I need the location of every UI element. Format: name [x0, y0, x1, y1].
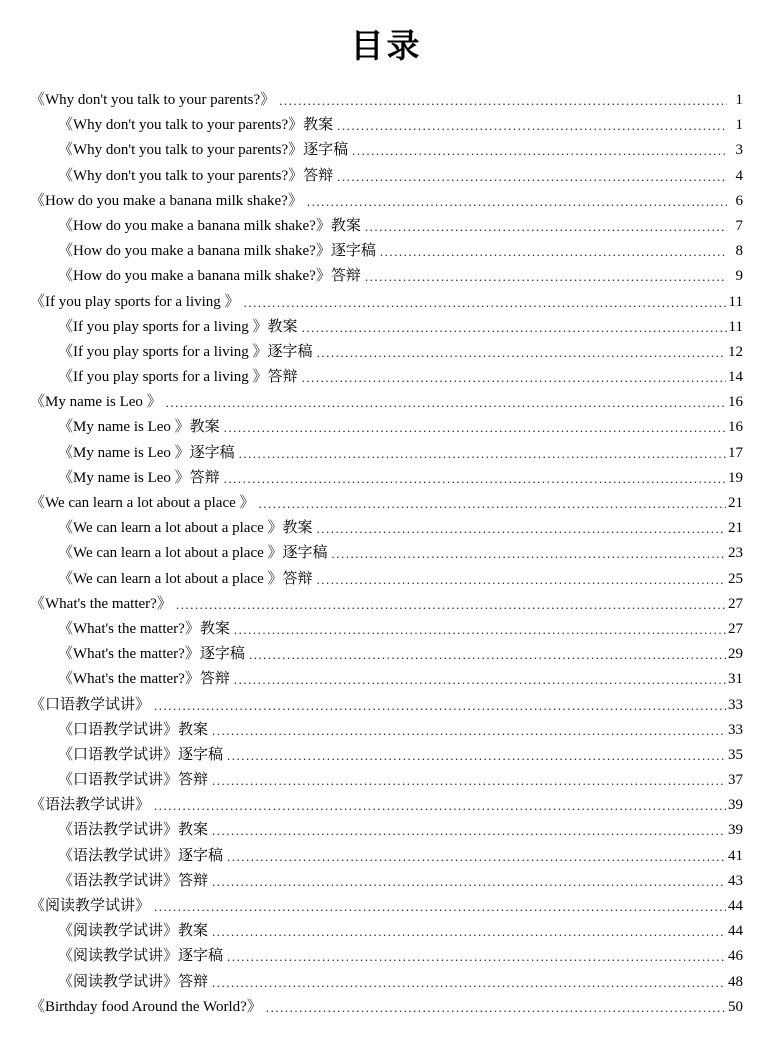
toc-dot-leader: [244, 290, 727, 315]
toc-page-number: 7: [735, 217, 743, 234]
toc-page-number: 21: [728, 495, 743, 511]
toc-dot-leader: [227, 743, 726, 768]
toc-page-number: 27: [728, 620, 743, 637]
toc-dot-leader: [302, 365, 726, 390]
toc-page-number: 31: [728, 671, 743, 688]
toc-page-number: 48: [728, 973, 743, 990]
toc-entry-label: 《Why don't you talk to your parents?》答辩: [58, 167, 334, 184]
toc-entry[interactable]: [30, 466, 743, 491]
toc-page-number: 29: [728, 646, 743, 663]
toc-dot-leader: [154, 894, 726, 919]
toc-entry-label: 《What's the matter?》逐字稿: [58, 646, 245, 663]
toc-entry-label: 《Why don't you talk to your parents?》逐字稿: [58, 142, 349, 159]
toc-entry-label: 《阅读教学试讲》教案: [58, 923, 209, 940]
toc-entry[interactable]: [30, 415, 743, 440]
toc-entry[interactable]: [30, 264, 743, 289]
toc-page-number: 4: [735, 167, 743, 184]
toc-entry-label: 《If you play sports for a living 》教案: [58, 318, 298, 335]
toc-entry[interactable]: [30, 768, 743, 793]
toc-entry-label: 《How do you make a banana milk shake?》答辩: [58, 268, 361, 285]
toc-entry[interactable]: [30, 592, 743, 617]
toc-entry[interactable]: [30, 491, 743, 516]
toc-entry-label: 《Why don't you talk to your parents?》: [30, 92, 276, 108]
toc-entry[interactable]: [30, 441, 743, 466]
toc-entry-label: 《口语教学试讲》答辩: [58, 772, 209, 789]
toc-page-number: 11: [728, 318, 743, 335]
toc-entry-label: 《口语教学试讲》: [30, 696, 151, 713]
toc-dot-leader: [234, 667, 726, 692]
toc-entry-label: 《My name is Leo 》教案: [58, 419, 220, 436]
toc-dot-leader: [365, 214, 727, 239]
toc-page-number: 33: [728, 721, 743, 738]
toc-entry[interactable]: [30, 970, 743, 995]
toc-entry-label: 《语法教学试讲》教案: [58, 822, 209, 839]
toc-dot-leader: [266, 995, 726, 1020]
toc-entry-label: 《阅读教学试讲》答辩: [58, 973, 209, 990]
toc-dot-leader: [212, 768, 726, 793]
toc-dot-leader: [212, 919, 726, 944]
toc-page-number: 16: [728, 394, 743, 411]
toc-entry-label: 《语法教学试讲》答辩: [58, 872, 209, 889]
toc-entry-label: 《We can learn a lot about a place 》答辩: [58, 570, 313, 587]
toc-entry-label: 《阅读教学试讲》: [30, 898, 151, 914]
toc-page-number: 35: [728, 746, 743, 763]
toc-entry-label: 《What's the matter?》答辩: [58, 671, 230, 688]
toc-dot-leader: [317, 567, 726, 592]
toc-page-number: 27: [728, 595, 743, 612]
toc-entry[interactable]: [30, 290, 743, 315]
toc-dot-leader: [239, 441, 726, 466]
toc-entry[interactable]: [30, 995, 743, 1020]
toc-page-number: 16: [728, 419, 743, 436]
toc-dot-leader: [317, 340, 726, 365]
toc-page-number: 25: [728, 570, 743, 587]
toc-entry[interactable]: [30, 919, 743, 944]
toc-entry[interactable]: [30, 667, 743, 692]
toc-dot-leader: [224, 466, 726, 491]
toc-entry[interactable]: [30, 844, 743, 869]
toc-page-number: 1: [735, 117, 743, 134]
toc-entry[interactable]: [30, 894, 743, 919]
toc-page-number: 21: [728, 520, 743, 537]
toc-entry[interactable]: [30, 818, 743, 843]
toc-page-number: 46: [728, 948, 743, 965]
toc-entry-label: 《How do you make a banana milk shake?》逐字稿: [58, 243, 376, 260]
toc-entry-label: 《Birthday food Around the World?》: [30, 998, 262, 1015]
toc-page-number: 3: [735, 142, 743, 159]
toc-page-number: 6: [735, 192, 743, 209]
toc-entry-label: 《语法教学试讲》逐字稿: [58, 847, 224, 864]
toc-entry-label: 《We can learn a lot about a place 》逐字稿: [58, 545, 328, 562]
toc-dot-leader: [352, 138, 727, 163]
toc-entry-label: 《If you play sports for a living 》: [30, 293, 240, 310]
toc-entry[interactable]: [30, 718, 743, 743]
toc-entry-label: 《My name is Leo 》答辩: [58, 469, 220, 486]
toc-entry-label: 《If you play sports for a living 》答辩: [58, 369, 298, 386]
toc-entry[interactable]: [30, 617, 743, 642]
toc-page-number: 39: [728, 822, 743, 839]
toc-dot-leader: [154, 793, 726, 818]
toc-entry[interactable]: [30, 113, 743, 138]
toc-page-number: 11: [728, 293, 743, 310]
toc-entry-label: 《My name is Leo 》: [30, 394, 162, 411]
toc-entry[interactable]: [30, 390, 743, 415]
toc-page-number: 23: [728, 545, 743, 562]
toc-entry-label: 《Why don't you talk to your parents?》教案: [58, 117, 334, 134]
toc-dot-leader: [176, 592, 726, 617]
toc-dot-leader: [332, 541, 726, 566]
toc-page-number: 39: [728, 797, 743, 814]
toc-entry-label: 《How do you make a banana milk shake?》教案: [58, 217, 361, 234]
toc-entry-label: 《We can learn a lot about a place 》: [30, 495, 255, 511]
toc-dot-leader: [365, 264, 727, 289]
toc-dot-leader: [380, 239, 727, 264]
toc-page-number: 14: [728, 369, 743, 386]
toc-list: [30, 88, 743, 1020]
toc-page-number: 17: [728, 444, 743, 461]
toc-page-number: 50: [728, 998, 743, 1015]
toc-page-number: 43: [728, 872, 743, 889]
toc-page-number: 37: [728, 772, 743, 789]
page-title: 目录: [350, 29, 423, 65]
toc-dot-leader: [224, 415, 726, 440]
toc-entry-label: 《What's the matter?》教案: [58, 620, 230, 637]
toc-entry[interactable]: [30, 340, 743, 365]
toc-entry[interactable]: [30, 693, 743, 718]
toc-entry[interactable]: [30, 541, 743, 566]
toc-entry-label: 《How do you make a banana milk shake?》: [30, 192, 303, 209]
toc-dot-leader: [279, 88, 727, 113]
toc-entry-label: 《We can learn a lot about a place 》教案: [58, 520, 313, 537]
toc-entry[interactable]: [30, 315, 743, 340]
toc-dot-leader: [249, 642, 726, 667]
toc-entry[interactable]: [30, 189, 743, 214]
toc-page-number: 1: [735, 92, 743, 108]
toc-entry-label: 《What's the matter?》: [30, 595, 172, 612]
toc-dot-leader: [337, 164, 727, 189]
toc-dot-leader: [259, 491, 726, 516]
toc-dot-leader: [212, 818, 726, 843]
toc-entry[interactable]: [30, 743, 743, 768]
toc-entry[interactable]: [30, 869, 743, 894]
toc-entry[interactable]: [30, 239, 743, 264]
toc-dot-leader: [154, 693, 726, 718]
toc-page-number: 41: [728, 847, 743, 864]
toc-page-number: 8: [735, 243, 743, 260]
toc-dot-leader: [227, 944, 726, 969]
toc-page-number: 44: [728, 898, 743, 914]
toc-page-number: 33: [728, 696, 743, 713]
toc-page-number: 44: [728, 923, 743, 940]
toc-dot-leader: [212, 970, 726, 995]
toc-dot-leader: [234, 617, 726, 642]
toc-entry[interactable]: [30, 138, 743, 163]
toc-entry[interactable]: [30, 164, 743, 189]
toc-page-number: 12: [728, 343, 743, 360]
toc-entry-label: 《If you play sports for a living 》逐字稿: [58, 343, 313, 360]
toc-page-number: 9: [735, 268, 743, 285]
toc-dot-leader: [166, 390, 726, 415]
toc-page-number: 19: [728, 469, 743, 486]
toc-entry[interactable]: [30, 365, 743, 390]
toc-entry[interactable]: [30, 88, 743, 113]
toc-entry-label: 《语法教学试讲》: [30, 797, 151, 814]
toc-entry-label: 《口语教学试讲》教案: [58, 721, 209, 738]
toc-entry[interactable]: [30, 516, 743, 541]
toc-entry[interactable]: [30, 944, 743, 969]
toc-entry-label: 《My name is Leo 》逐字稿: [58, 444, 235, 461]
toc-entry[interactable]: [30, 214, 743, 239]
toc-entry-label: 《阅读教学试讲》逐字稿: [58, 948, 224, 965]
toc-entry[interactable]: [30, 642, 743, 667]
toc-dot-leader: [302, 315, 727, 340]
toc-dot-leader: [212, 869, 726, 894]
toc-entry[interactable]: [30, 567, 743, 592]
toc-dot-leader: [317, 516, 726, 541]
toc-dot-leader: [212, 718, 726, 743]
toc-entry[interactable]: [30, 793, 743, 818]
toc-dot-leader: [307, 189, 727, 214]
toc-dot-leader: [337, 113, 727, 138]
toc-dot-leader: [227, 844, 726, 869]
toc-entry-label: 《口语教学试讲》逐字稿: [58, 746, 224, 763]
